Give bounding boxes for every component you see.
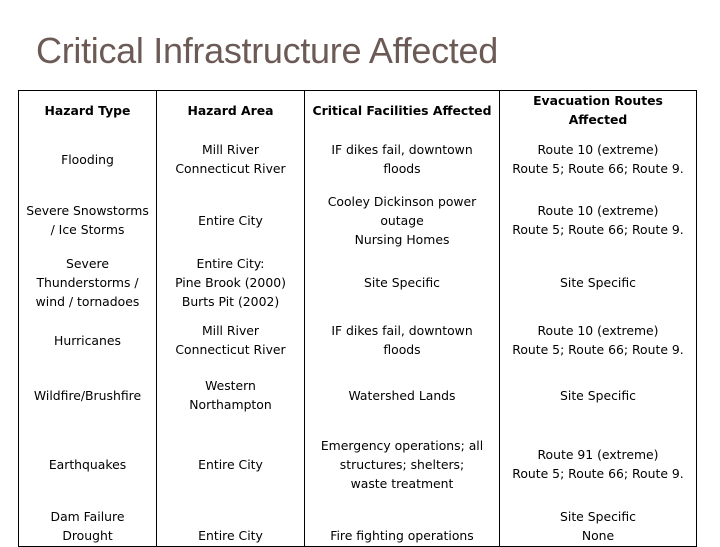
table-row xyxy=(19,423,697,505)
table-row xyxy=(19,505,697,547)
header-hazard-type: Hazard Type xyxy=(19,91,157,130)
evacuation-routes-cell xyxy=(500,251,697,313)
hazard-area-cell xyxy=(157,251,305,313)
slide-title: Critical Infrastructure Affected xyxy=(36,30,498,71)
cell-text: Mill River Connecticut River xyxy=(175,142,286,176)
evacuation-routes-cell xyxy=(500,129,697,189)
cell-text: Route 91 (extreme) Route 5; Route 66; Route 9. xyxy=(512,447,684,481)
cell-text: IF dikes fail, downtown floods xyxy=(331,142,473,176)
cell-text: Site Specific xyxy=(364,274,440,290)
cell-text: Flooding xyxy=(61,151,114,167)
table-row xyxy=(19,189,697,251)
hazard-type-cell xyxy=(19,251,157,313)
cell-text: Earthquakes xyxy=(48,456,127,472)
cell-text: Route 10 (extreme) Route 5; Route 66; Route 9. xyxy=(512,323,684,357)
hazard-area-cell xyxy=(157,313,305,367)
cell-text: Entire City xyxy=(198,456,263,472)
table-row xyxy=(19,367,697,423)
hazard-type-cell xyxy=(19,189,157,251)
cell-text: Western Northampton xyxy=(189,378,272,412)
critical-facilities-cell xyxy=(305,129,500,189)
cell-text: Cooley Dickinson power outage Nursing Homes xyxy=(327,193,477,247)
cell-text: Entire City xyxy=(198,528,263,543)
critical-facilities-cell xyxy=(305,189,500,251)
header-evacuation-routes: Evacuation Routes Affected xyxy=(500,91,697,130)
hazard-type-cell xyxy=(19,129,157,189)
cell-text: Route 10 (extreme) Route 5; Route 66; Route 9. xyxy=(512,203,684,237)
hazard-area-cell xyxy=(157,367,305,423)
hazard-type-cell xyxy=(19,313,157,367)
evacuation-routes-cell xyxy=(500,423,697,505)
critical-facilities-cell xyxy=(305,251,500,313)
cell-text: Site Specific xyxy=(560,387,636,403)
header-hazard-area: Hazard Area xyxy=(157,91,305,130)
cell-text: Site Specific xyxy=(560,274,636,290)
cell-text: IF dikes fail, downtown floods xyxy=(331,323,473,357)
cell-text: Route 10 (extreme) Route 5; Route 66; Route 9. xyxy=(512,142,684,176)
cell-text: Severe Snowstorms / Ice Storms xyxy=(26,203,149,237)
cell-text: Hurricanes xyxy=(54,332,121,348)
cell-text: Mill River Connecticut River xyxy=(175,323,286,357)
cell-text: Entire City: Pine Brook (2000) Burts Pit (2002) xyxy=(175,255,286,309)
cell-text: Watershed Lands xyxy=(348,387,456,403)
table-row xyxy=(19,313,697,367)
hazard-area-cell xyxy=(157,129,305,189)
cell-text: Site Specific None xyxy=(560,509,636,543)
infrastructure-table xyxy=(18,90,697,547)
hazard-type-cell xyxy=(19,423,157,505)
hazard-type-cell xyxy=(19,367,157,423)
table-header-row xyxy=(19,91,697,130)
hazard-area-cell xyxy=(157,505,305,547)
critical-facilities-cell xyxy=(305,423,500,505)
cell-text: Emergency operations; all structures; shelters; waste treatment xyxy=(320,437,484,491)
critical-facilities-cell xyxy=(305,505,500,547)
hazard-area-cell xyxy=(157,423,305,505)
critical-facilities-cell xyxy=(305,313,500,367)
evacuation-routes-cell xyxy=(500,189,697,251)
cell-text: Dam Failure Drought xyxy=(50,509,125,543)
table-row xyxy=(19,129,697,189)
evacuation-routes-cell xyxy=(500,313,697,367)
cell-text: Fire fighting operations xyxy=(330,528,474,543)
hazard-type-cell xyxy=(19,505,157,547)
hazard-area-cell xyxy=(157,189,305,251)
evacuation-routes-cell xyxy=(500,505,697,547)
cell-text: Severe Thunderstorms / wind / tornadoes xyxy=(35,255,140,309)
cell-text: Entire City xyxy=(198,212,263,228)
evacuation-routes-cell xyxy=(500,367,697,423)
cell-text: Wildfire/Brushfire xyxy=(33,387,142,403)
table-row xyxy=(19,251,697,313)
critical-facilities-cell xyxy=(305,367,500,423)
header-critical-facilities: Critical Facilities Affected xyxy=(305,91,500,130)
